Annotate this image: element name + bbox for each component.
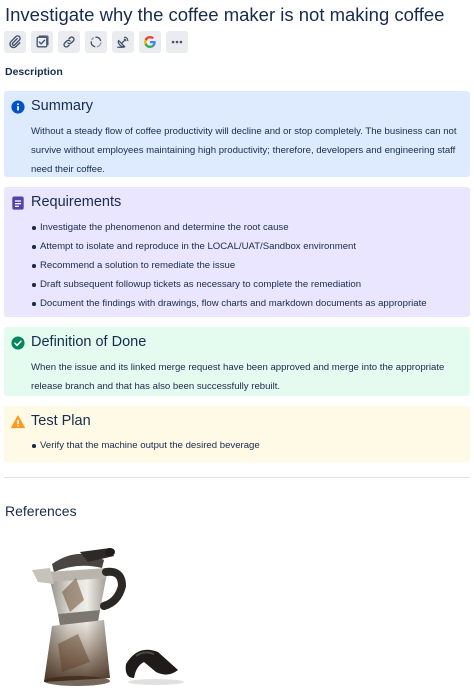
list-item: Investigate the phenomenon and determine the root cause: [40, 218, 464, 237]
paperclip-icon: [8, 35, 22, 49]
coffee-maker-image[interactable]: [18, 532, 198, 690]
divider: [4, 477, 470, 478]
info-icon: [11, 100, 25, 114]
loading-app-button[interactable]: [85, 31, 107, 53]
requirements-panel[interactable]: [4, 187, 470, 317]
list-item: Recommend a solution to remediate the issue: [40, 256, 464, 275]
list-item: Verify that the machine output the desired beverage: [40, 436, 464, 455]
test-plan-title: Test Plan: [31, 413, 91, 429]
warning-icon: [11, 415, 25, 429]
summary-title: Summary: [31, 98, 94, 114]
list-item: Document the findings with drawings, flow charts and markdown documents as appropriate: [40, 294, 464, 313]
google-app-button[interactable]: [139, 31, 161, 53]
description-label: Description: [5, 66, 63, 78]
link-icon: [62, 35, 76, 49]
test-plan-list: [40, 436, 464, 455]
definition-of-done-text: When the issue and its linked merge request have been approved and merge into the appropriate release branch and that has also been successfully rebuilt.: [31, 362, 445, 392]
issue-toolbar: [4, 31, 193, 53]
summary-text: Without a steady flow of coffee productivity will decline and or stop completely. The business can not survive without employees maintaining high productivity; therefore, developers and engineering staff need their coffee.: [31, 126, 457, 175]
satellite-icon: [116, 35, 130, 49]
link-issue-button[interactable]: [58, 31, 80, 53]
requirements-title: Requirements: [31, 194, 122, 210]
list-item: Draft subsequent followup tickets as necessary to complete the remediation: [40, 275, 464, 294]
add-child-issue-button[interactable]: [31, 31, 53, 53]
references-heading: References: [5, 503, 77, 519]
requirements-list: [40, 218, 464, 313]
loading-icon: [89, 35, 103, 49]
child-issue-icon: [35, 35, 49, 49]
issue-title[interactable]: Investigate why the coffee maker is not making coffee: [5, 4, 445, 25]
test-plan-panel[interactable]: [4, 406, 470, 462]
check-circle-icon: [11, 336, 25, 350]
satellite-app-button[interactable]: [112, 31, 134, 53]
definition-of-done-panel[interactable]: [4, 327, 470, 396]
google-icon: [143, 35, 157, 49]
attach-button[interactable]: [4, 31, 26, 53]
summary-panel[interactable]: [4, 91, 470, 177]
note-icon: [11, 196, 25, 210]
definition-of-done-title: Definition of Done: [31, 334, 147, 350]
more-actions-button[interactable]: [166, 31, 188, 53]
list-item: Attempt to isolate and reproduce in the LOCAL/UAT/Sandbox environment: [40, 237, 464, 256]
more-icon: [170, 35, 184, 49]
